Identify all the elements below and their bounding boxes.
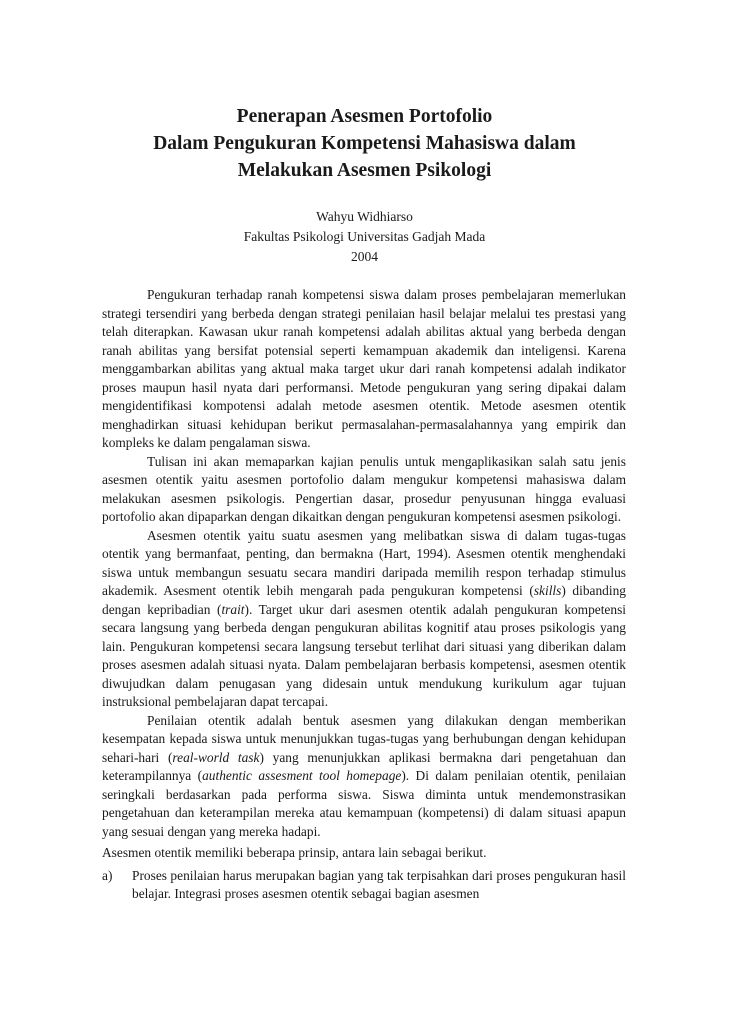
paragraph-3-part-b: ) dibanding dengan kepribadian ( — [102, 583, 626, 617]
title-line-1: Penerapan Asesmen Portofolio — [236, 106, 493, 127]
paragraph-3-part-c: ). Target ukur dari asesmen otentik adalah pengukuran kompetensi secara langsung yang berbeda dengan pengukuran abilitas kognitif atau proses psikologis yang lain. Pengukuran kompetensi secara langsung tersebut terlihat dari situasi yang diberikan dalam proses asesmen adalah situasi nyata. Dalam pembelajaran berbasis kompetensi, asesmen otentik diwujudkan dalam penugasan yang didesain untuk mendukung kurikulum agar tujuan instruksional pembelajaran dapat tercapai. — [102, 601, 627, 709]
title-line-3: Melakukan Asesmen Psikologi — [237, 160, 492, 181]
paper-title — [0, 103, 729, 184]
title-line-2: Dalam Pengukuran Kompetensi Mahasiswa dalam — [153, 133, 576, 154]
paragraph-1: Pengukuran terhadap ranah kompetensi siswa dalam proses pembelajaran memerlukan strategi tersendiri yang berbeda dengan strategi penilaian hasil belajar melalui tes prestasi yang telah diterapkan. Kawasan ukur ranah kompetensi adalah abilitas aktual yang berbeda dengan ranah abilitas yang bersifat potensial seperti kemampuan akademik dan inteligensi. Karena menggambarkan abilitas yang aktual maka target ukur dari ranah kompetensi adalah indikator proses maupun hasil nyata dari performansi. Metode pengukuran yang sering dipakai dalam mengidentifikasi kompotensi adalah metode asesmen otentik. Metode asesmen otentik menghadirkan situasi kehidupan berikut permasalahan-permasalahannya yang empirik dan kompleks ke dalam pengalaman siswa. — [102, 287, 626, 450]
term-skills: skills — [533, 583, 562, 598]
author-name: Wahyu Widhiarso — [316, 209, 413, 224]
list-item — [102, 867, 626, 904]
principles-list — [102, 867, 626, 904]
publication-year: 2004 — [351, 249, 378, 264]
author-block — [0, 207, 729, 267]
term-trait: trait — [221, 601, 245, 617]
author-affiliation: Fakultas Psikologi Universitas Gadjah Mada — [243, 229, 486, 244]
paragraph-4-part-c: ). Di dalam penilaian otentik, penilaian seringkali berdasarkan pada performa siswa. Siswa diminta untuk mendemonstrasikan pengetahuan dan keterampilan mereka atau kemampuan (kompetensi) di dalam situasi apapun yang sesuai dengan yang mereka hadapi. — [102, 768, 626, 839]
paragraph-4 — [102, 712, 626, 842]
paragraph-3-part-a: Asesmen otentik yaitu suatu asesmen yang melibatkan siswa di dalam tugas-tugas otentik yang bermanfaat, penting, dan bermakna (Hart, 1994). Asesmen otentik menghendaki siswa untuk membangun sesuatu secara mandiri daripada memilih respon terhadap stimulus akademik. Asesment otentik lebih mengarah pada pengukuran kompetensi ( — [102, 527, 626, 598]
term-authentic-assesment-tool: authentic assesment tool homepage — [202, 768, 402, 783]
paragraph-2: Tulisan ini akan memaparkan kajian penulis untuk mengaplikasikan salah satu jenis asesmen otentik yaitu asesmen portofolio dalam mengukur kompetensi mahasiswa dalam melakukan asesmen psikologis. Pengertian dasar, prosedur penyusunan hingga evaluasi portofolio akan dipaparkan dengan dikaitkan dengan pengukuran kompetensi asesmen psikologi. — [102, 453, 626, 524]
list-item-marker: a) — [102, 867, 113, 883]
term-real-world-task: real-world task — [172, 749, 260, 765]
list-item-text: Proses penilaian harus merupakan bagian yang tak terpisahkan dari proses pengukuran hasil belajar. Integrasi proses asesmen otentik sebagai bagian asesmen — [132, 867, 626, 901]
paragraph-4-part-b: ) yang menunjukkan aplikasi bermakna dari pengetahuan dan keterampilannya ( — [102, 749, 626, 783]
paper-body — [102, 286, 626, 904]
paragraph-5: Asesmen otentik memiliki beberapa prinsip, antara lain sebagai berikut. — [102, 845, 487, 860]
paragraph-3 — [102, 527, 626, 712]
paragraph-4-part-a: Penilaian otentik adalah bentuk asesmen yang dilakukan dengan memberikan kesempatan kepada siswa untuk menunjukkan tugas-tugas yang berhubungan dengan kehidupan sehari-hari ( — [102, 712, 626, 765]
